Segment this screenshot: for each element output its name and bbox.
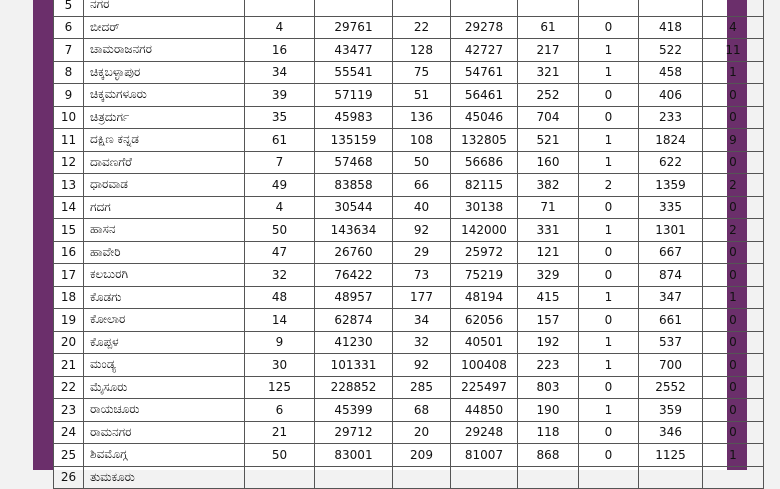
value-cell: 29248 bbox=[451, 421, 518, 444]
value-cell bbox=[393, 466, 451, 489]
value-cell: 285 bbox=[393, 376, 451, 399]
value-cell: 75219 bbox=[451, 264, 518, 287]
table-row bbox=[54, 354, 764, 377]
value-cell: 190 bbox=[518, 399, 579, 422]
value-cell: 57468 bbox=[315, 151, 393, 174]
value-cell: 217 bbox=[518, 39, 579, 62]
value-cell: 0 bbox=[703, 354, 764, 377]
value-cell: 0 bbox=[579, 309, 639, 332]
value-cell: 68 bbox=[393, 399, 451, 422]
table-row bbox=[54, 16, 764, 39]
value-cell: 0 bbox=[703, 399, 764, 422]
value-cell: 252 bbox=[518, 84, 579, 107]
value-cell: 1 bbox=[579, 399, 639, 422]
value-cell: 1 bbox=[579, 286, 639, 309]
value-cell: 1 bbox=[579, 61, 639, 84]
table-row bbox=[54, 421, 764, 444]
value-cell bbox=[703, 0, 764, 16]
value-cell: 16 bbox=[245, 39, 315, 62]
value-cell: 83858 bbox=[315, 174, 393, 197]
value-cell bbox=[245, 0, 315, 16]
district-name-cell: ಕಲಬುರಗಿ bbox=[84, 264, 245, 287]
value-cell: 522 bbox=[639, 39, 703, 62]
row-number-cell: 22 bbox=[54, 376, 84, 399]
value-cell: 125 bbox=[245, 376, 315, 399]
value-cell: 75 bbox=[393, 61, 451, 84]
table-row bbox=[54, 219, 764, 242]
table-row bbox=[54, 84, 764, 107]
value-cell: 2 bbox=[703, 219, 764, 242]
row-number-cell: 9 bbox=[54, 84, 84, 107]
left-border-frame bbox=[33, 0, 53, 470]
district-name-cell: ತುಮಕೂರು bbox=[84, 466, 245, 489]
district-name-cell: ದಕ್ಷಿಣ ಕನ್ನಡ bbox=[84, 129, 245, 152]
value-cell: 32 bbox=[393, 331, 451, 354]
value-cell: 45046 bbox=[451, 106, 518, 129]
value-cell bbox=[245, 466, 315, 489]
value-cell: 661 bbox=[639, 309, 703, 332]
value-cell: 118 bbox=[518, 421, 579, 444]
value-cell: 39 bbox=[245, 84, 315, 107]
value-cell: 1 bbox=[579, 151, 639, 174]
value-cell: 0 bbox=[579, 16, 639, 39]
value-cell bbox=[579, 0, 639, 16]
value-cell: 35 bbox=[245, 106, 315, 129]
value-cell bbox=[518, 0, 579, 16]
value-cell: 2552 bbox=[639, 376, 703, 399]
value-cell: 329 bbox=[518, 264, 579, 287]
value-cell: 4 bbox=[245, 16, 315, 39]
district-name-cell: ನಗರ bbox=[84, 0, 245, 16]
table-row bbox=[54, 61, 764, 84]
value-cell: 51 bbox=[393, 84, 451, 107]
value-cell: 537 bbox=[639, 331, 703, 354]
value-cell: 1 bbox=[579, 331, 639, 354]
value-cell: 101331 bbox=[315, 354, 393, 377]
value-cell: 321 bbox=[518, 61, 579, 84]
value-cell: 0 bbox=[703, 196, 764, 219]
district-name-cell: ಚಾಮರಾಜನಗರ bbox=[84, 39, 245, 62]
value-cell: 177 bbox=[393, 286, 451, 309]
district-name-cell: ಕೊಪ್ಪಳ bbox=[84, 331, 245, 354]
value-cell: 0 bbox=[703, 241, 764, 264]
value-cell: 418 bbox=[639, 16, 703, 39]
value-cell: 1301 bbox=[639, 219, 703, 242]
row-number-cell: 20 bbox=[54, 331, 84, 354]
district-name-cell: ದಾವಣಗೆರೆ bbox=[84, 151, 245, 174]
table-row bbox=[54, 264, 764, 287]
value-cell bbox=[393, 0, 451, 16]
value-cell: 0 bbox=[703, 106, 764, 129]
value-cell: 30544 bbox=[315, 196, 393, 219]
value-cell: 160 bbox=[518, 151, 579, 174]
value-cell: 4 bbox=[703, 16, 764, 39]
value-cell: 50 bbox=[393, 151, 451, 174]
value-cell: 25972 bbox=[451, 241, 518, 264]
value-cell: 82115 bbox=[451, 174, 518, 197]
value-cell: 1 bbox=[579, 219, 639, 242]
district-data-table bbox=[53, 0, 764, 489]
district-name-cell: ಹಾಸನ bbox=[84, 219, 245, 242]
value-cell: 34 bbox=[393, 309, 451, 332]
value-cell: 1 bbox=[703, 444, 764, 467]
row-number-cell: 19 bbox=[54, 309, 84, 332]
row-number-cell: 8 bbox=[54, 61, 84, 84]
value-cell: 1125 bbox=[639, 444, 703, 467]
value-cell: 136 bbox=[393, 106, 451, 129]
table-row bbox=[54, 129, 764, 152]
value-cell: 1 bbox=[703, 61, 764, 84]
value-cell: 0 bbox=[703, 421, 764, 444]
value-cell bbox=[703, 466, 764, 489]
value-cell: 359 bbox=[639, 399, 703, 422]
value-cell: 1824 bbox=[639, 129, 703, 152]
table-row bbox=[54, 151, 764, 174]
value-cell: 622 bbox=[639, 151, 703, 174]
value-cell: 100408 bbox=[451, 354, 518, 377]
district-name-cell: ಕೋಲಾರ bbox=[84, 309, 245, 332]
value-cell: 406 bbox=[639, 84, 703, 107]
table-row bbox=[54, 174, 764, 197]
value-cell: 29712 bbox=[315, 421, 393, 444]
value-cell: 30 bbox=[245, 354, 315, 377]
value-cell: 44850 bbox=[451, 399, 518, 422]
value-cell: 61 bbox=[245, 129, 315, 152]
value-cell: 2 bbox=[703, 174, 764, 197]
value-cell bbox=[451, 466, 518, 489]
table-row bbox=[54, 399, 764, 422]
value-cell: 42727 bbox=[451, 39, 518, 62]
value-cell: 1 bbox=[703, 286, 764, 309]
value-cell: 382 bbox=[518, 174, 579, 197]
row-number-cell: 26 bbox=[54, 466, 84, 489]
district-name-cell: ಬೀದರ್ bbox=[84, 16, 245, 39]
value-cell: 50 bbox=[245, 444, 315, 467]
value-cell: 0 bbox=[579, 84, 639, 107]
value-cell bbox=[315, 466, 393, 489]
value-cell: 73 bbox=[393, 264, 451, 287]
value-cell: 0 bbox=[579, 196, 639, 219]
district-name-cell: ರಾಯಚೂರು bbox=[84, 399, 245, 422]
value-cell: 667 bbox=[639, 241, 703, 264]
row-number-cell: 14 bbox=[54, 196, 84, 219]
value-cell: 233 bbox=[639, 106, 703, 129]
value-cell: 228852 bbox=[315, 376, 393, 399]
value-cell: 55541 bbox=[315, 61, 393, 84]
value-cell: 225497 bbox=[451, 376, 518, 399]
table-row bbox=[54, 444, 764, 467]
value-cell: 0 bbox=[703, 151, 764, 174]
district-name-cell: ಶಿವಮೊಗ್ಗ bbox=[84, 444, 245, 467]
value-cell: 7 bbox=[245, 151, 315, 174]
table-row bbox=[54, 0, 764, 16]
table-row bbox=[54, 196, 764, 219]
value-cell: 335 bbox=[639, 196, 703, 219]
district-name-cell: ಧಾರವಾಡ bbox=[84, 174, 245, 197]
row-number-cell: 18 bbox=[54, 286, 84, 309]
table-row bbox=[54, 241, 764, 264]
row-number-cell: 7 bbox=[54, 39, 84, 62]
value-cell: 29 bbox=[393, 241, 451, 264]
value-cell: 66 bbox=[393, 174, 451, 197]
row-number-cell: 6 bbox=[54, 16, 84, 39]
district-name-cell: ಮೈಸೂರು bbox=[84, 376, 245, 399]
value-cell: 57119 bbox=[315, 84, 393, 107]
value-cell: 1 bbox=[579, 354, 639, 377]
district-name-cell: ಕೊಡಗು bbox=[84, 286, 245, 309]
row-number-cell: 25 bbox=[54, 444, 84, 467]
value-cell: 128 bbox=[393, 39, 451, 62]
value-cell bbox=[579, 466, 639, 489]
district-name-cell: ಮಂಡ್ಯ bbox=[84, 354, 245, 377]
table-row bbox=[54, 331, 764, 354]
value-cell: 0 bbox=[703, 376, 764, 399]
row-number-cell: 10 bbox=[54, 106, 84, 129]
value-cell: 1359 bbox=[639, 174, 703, 197]
row-number-cell: 16 bbox=[54, 241, 84, 264]
value-cell: 62056 bbox=[451, 309, 518, 332]
value-cell: 30138 bbox=[451, 196, 518, 219]
district-name-cell: ಚಿತ್ರದುರ್ಗ bbox=[84, 106, 245, 129]
value-cell: 48194 bbox=[451, 286, 518, 309]
value-cell: 76422 bbox=[315, 264, 393, 287]
value-cell: 29278 bbox=[451, 16, 518, 39]
district-name-cell: ಚಿಕ್ಕಬಳ್ಳಾಪುರ bbox=[84, 61, 245, 84]
value-cell: 331 bbox=[518, 219, 579, 242]
value-cell: 34 bbox=[245, 61, 315, 84]
row-number-cell: 21 bbox=[54, 354, 84, 377]
value-cell: 192 bbox=[518, 331, 579, 354]
value-cell: 0 bbox=[703, 309, 764, 332]
value-cell bbox=[639, 0, 703, 16]
value-cell: 45983 bbox=[315, 106, 393, 129]
value-cell: 803 bbox=[518, 376, 579, 399]
value-cell: 54761 bbox=[451, 61, 518, 84]
value-cell: 0 bbox=[703, 84, 764, 107]
value-cell bbox=[315, 0, 393, 16]
value-cell: 135159 bbox=[315, 129, 393, 152]
value-cell: 26760 bbox=[315, 241, 393, 264]
value-cell: 0 bbox=[703, 264, 764, 287]
value-cell: 223 bbox=[518, 354, 579, 377]
value-cell: 9 bbox=[245, 331, 315, 354]
row-number-cell: 24 bbox=[54, 421, 84, 444]
value-cell: 132805 bbox=[451, 129, 518, 152]
value-cell: 40501 bbox=[451, 331, 518, 354]
value-cell: 43477 bbox=[315, 39, 393, 62]
value-cell: 56686 bbox=[451, 151, 518, 174]
value-cell: 48 bbox=[245, 286, 315, 309]
value-cell: 157 bbox=[518, 309, 579, 332]
value-cell: 14 bbox=[245, 309, 315, 332]
value-cell: 209 bbox=[393, 444, 451, 467]
value-cell: 49 bbox=[245, 174, 315, 197]
district-name-cell: ಚಿಕ್ಕಮಗಳೂರು bbox=[84, 84, 245, 107]
value-cell: 29761 bbox=[315, 16, 393, 39]
value-cell: 11 bbox=[703, 39, 764, 62]
value-cell: 346 bbox=[639, 421, 703, 444]
value-cell: 48957 bbox=[315, 286, 393, 309]
value-cell: 0 bbox=[579, 106, 639, 129]
value-cell bbox=[518, 466, 579, 489]
value-cell: 0 bbox=[579, 241, 639, 264]
value-cell: 6 bbox=[245, 399, 315, 422]
value-cell: 0 bbox=[579, 444, 639, 467]
value-cell: 415 bbox=[518, 286, 579, 309]
table-row bbox=[54, 106, 764, 129]
value-cell: 62874 bbox=[315, 309, 393, 332]
row-number-cell: 23 bbox=[54, 399, 84, 422]
row-number-cell: 17 bbox=[54, 264, 84, 287]
table-row bbox=[54, 309, 764, 332]
district-name-cell: ಹಾವೇರಿ bbox=[84, 241, 245, 264]
table-row bbox=[54, 286, 764, 309]
value-cell: 458 bbox=[639, 61, 703, 84]
value-cell: 20 bbox=[393, 421, 451, 444]
value-cell: 874 bbox=[639, 264, 703, 287]
table-row bbox=[54, 376, 764, 399]
value-cell: 121 bbox=[518, 241, 579, 264]
row-number-cell: 5 bbox=[54, 0, 84, 16]
value-cell: 700 bbox=[639, 354, 703, 377]
value-cell: 142000 bbox=[451, 219, 518, 242]
value-cell: 41230 bbox=[315, 331, 393, 354]
table-row bbox=[54, 466, 764, 489]
value-cell: 32 bbox=[245, 264, 315, 287]
value-cell: 22 bbox=[393, 16, 451, 39]
value-cell: 143634 bbox=[315, 219, 393, 242]
value-cell: 4 bbox=[245, 196, 315, 219]
district-name-cell: ಗದಗ bbox=[84, 196, 245, 219]
value-cell: 21 bbox=[245, 421, 315, 444]
value-cell: 0 bbox=[579, 264, 639, 287]
row-number-cell: 12 bbox=[54, 151, 84, 174]
value-cell: 92 bbox=[393, 354, 451, 377]
value-cell: 0 bbox=[579, 376, 639, 399]
row-number-cell: 15 bbox=[54, 219, 84, 242]
value-cell bbox=[451, 0, 518, 16]
value-cell bbox=[639, 466, 703, 489]
value-cell: 81007 bbox=[451, 444, 518, 467]
value-cell: 9 bbox=[703, 129, 764, 152]
value-cell: 61 bbox=[518, 16, 579, 39]
value-cell: 45399 bbox=[315, 399, 393, 422]
district-name-cell: ರಾಮನಗರ bbox=[84, 421, 245, 444]
value-cell: 108 bbox=[393, 129, 451, 152]
value-cell: 83001 bbox=[315, 444, 393, 467]
row-number-cell: 13 bbox=[54, 174, 84, 197]
value-cell: 40 bbox=[393, 196, 451, 219]
value-cell: 92 bbox=[393, 219, 451, 242]
row-number-cell: 11 bbox=[54, 129, 84, 152]
table-row bbox=[54, 39, 764, 62]
value-cell: 347 bbox=[639, 286, 703, 309]
value-cell: 0 bbox=[579, 421, 639, 444]
value-cell: 521 bbox=[518, 129, 579, 152]
value-cell: 2 bbox=[579, 174, 639, 197]
value-cell: 704 bbox=[518, 106, 579, 129]
value-cell: 71 bbox=[518, 196, 579, 219]
value-cell: 56461 bbox=[451, 84, 518, 107]
value-cell: 0 bbox=[703, 331, 764, 354]
value-cell: 50 bbox=[245, 219, 315, 242]
value-cell: 868 bbox=[518, 444, 579, 467]
value-cell: 47 bbox=[245, 241, 315, 264]
value-cell: 1 bbox=[579, 39, 639, 62]
value-cell: 1 bbox=[579, 129, 639, 152]
